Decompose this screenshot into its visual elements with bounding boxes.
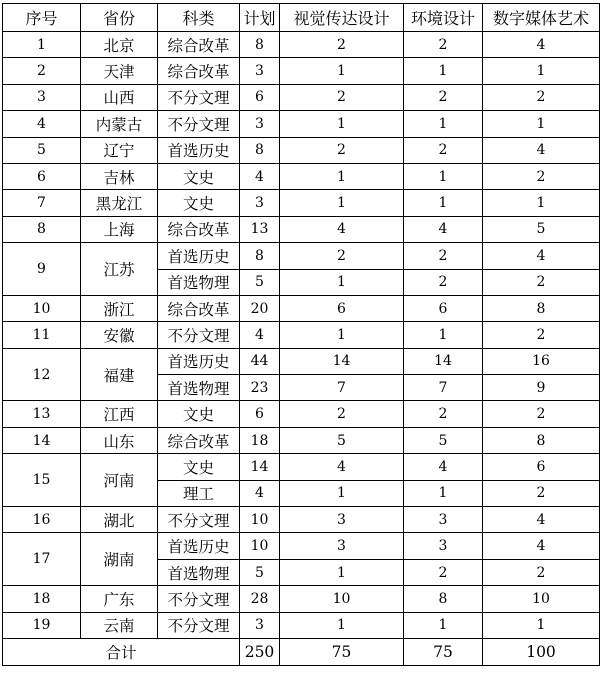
- visual-communication-cell: 1: [280, 612, 404, 638]
- table-row: [3, 58, 600, 84]
- table-row: [3, 427, 600, 453]
- visual-communication-cell: 1: [280, 163, 404, 189]
- digital-media-cell: 4: [483, 507, 600, 533]
- plan-count-cell: 6: [240, 84, 280, 110]
- row-number-cell: 7: [3, 190, 81, 216]
- plan-count-cell: 3: [240, 58, 280, 84]
- row-number-cell: 1: [3, 32, 81, 58]
- row-number-cell: 18: [3, 586, 81, 612]
- total-plan: 250: [240, 638, 280, 665]
- header-cell: 数字媒体艺术: [483, 4, 600, 32]
- province-cell: 黑龙江: [81, 190, 158, 216]
- province-cell: 湖南: [81, 533, 158, 586]
- plan-count-cell: 14: [240, 454, 280, 480]
- digital-media-cell: 5: [483, 216, 600, 242]
- table-row: [3, 401, 600, 427]
- digital-media-cell: 2: [483, 322, 600, 348]
- header-row: [3, 4, 600, 32]
- header-cell: 省份: [81, 4, 158, 32]
- plan-count-cell: 13: [240, 216, 280, 242]
- category-cell: 首选历史: [158, 533, 240, 559]
- plan-count-cell: 3: [240, 190, 280, 216]
- category-cell: 首选物理: [158, 269, 240, 295]
- plan-count-cell: 8: [240, 243, 280, 269]
- table-row: [3, 216, 600, 242]
- table-row: [3, 612, 600, 638]
- row-number-cell: 11: [3, 322, 81, 348]
- category-cell: 综合改革: [158, 295, 240, 321]
- header-cell: 环境设计: [404, 4, 483, 32]
- category-cell: 不分文理: [158, 84, 240, 110]
- plan-count-cell: 4: [240, 322, 280, 348]
- category-cell: 不分文理: [158, 586, 240, 612]
- environment-design-cell: 2: [404, 32, 483, 58]
- row-number-cell: 8: [3, 216, 81, 242]
- province-cell: 湖北: [81, 507, 158, 533]
- row-number-cell: 13: [3, 401, 81, 427]
- table-row: [3, 190, 600, 216]
- table-body: [3, 32, 600, 639]
- province-cell: 山东: [81, 427, 158, 453]
- digital-media-cell: 1: [483, 58, 600, 84]
- environment-design-cell: 6: [404, 295, 483, 321]
- digital-media-cell: 9: [483, 375, 600, 401]
- digital-media-cell: 1: [483, 190, 600, 216]
- province-cell: 广东: [81, 586, 158, 612]
- category-cell: 首选物理: [158, 375, 240, 401]
- plan-count-cell: 44: [240, 348, 280, 374]
- plan-count-cell: 28: [240, 586, 280, 612]
- visual-communication-cell: 1: [280, 190, 404, 216]
- visual-communication-cell: 2: [280, 32, 404, 58]
- total-visual-communication: 75: [280, 638, 404, 665]
- environment-design-cell: 3: [404, 533, 483, 559]
- visual-communication-cell: 3: [280, 507, 404, 533]
- row-number-cell: 9: [3, 243, 81, 296]
- environment-design-cell: 1: [404, 322, 483, 348]
- visual-communication-cell: 10: [280, 586, 404, 612]
- environment-design-cell: 3: [404, 507, 483, 533]
- province-cell: 北京: [81, 32, 158, 58]
- plan-count-cell: 23: [240, 375, 280, 401]
- digital-media-cell: 2: [483, 480, 600, 506]
- table-row: [3, 111, 600, 137]
- table-row: [3, 507, 600, 533]
- province-cell: 安徽: [81, 322, 158, 348]
- plan-count-cell: 4: [240, 163, 280, 189]
- table-row: [3, 348, 600, 374]
- digital-media-cell: 4: [483, 32, 600, 58]
- environment-design-cell: 1: [404, 612, 483, 638]
- province-cell: 山西: [81, 84, 158, 110]
- visual-communication-cell: 2: [280, 137, 404, 163]
- visual-communication-cell: 2: [280, 84, 404, 110]
- category-cell: 首选历史: [158, 137, 240, 163]
- category-cell: 首选历史: [158, 243, 240, 269]
- row-number-cell: 19: [3, 612, 81, 638]
- table-row: [3, 295, 600, 321]
- category-cell: 综合改革: [158, 32, 240, 58]
- row-number-cell: 10: [3, 295, 81, 321]
- row-number-cell: 5: [3, 137, 81, 163]
- table-row: [3, 586, 600, 612]
- environment-design-cell: 1: [404, 190, 483, 216]
- environment-design-cell: 1: [404, 58, 483, 84]
- province-cell: 云南: [81, 612, 158, 638]
- province-cell: 福建: [81, 348, 158, 401]
- province-cell: 辽宁: [81, 137, 158, 163]
- visual-communication-cell: 6: [280, 295, 404, 321]
- visual-communication-cell: 1: [280, 111, 404, 137]
- row-number-cell: 6: [3, 163, 81, 189]
- category-cell: 不分文理: [158, 111, 240, 137]
- plan-count-cell: 20: [240, 295, 280, 321]
- row-number-cell: 15: [3, 454, 81, 507]
- environment-design-cell: 4: [404, 216, 483, 242]
- header-cell: 科类: [158, 4, 240, 32]
- visual-communication-cell: 1: [280, 58, 404, 84]
- environment-design-cell: 2: [404, 401, 483, 427]
- environment-design-cell: 2: [404, 269, 483, 295]
- plan-count-cell: 10: [240, 507, 280, 533]
- digital-media-cell: 10: [483, 586, 600, 612]
- visual-communication-cell: 1: [280, 559, 404, 585]
- province-cell: 天津: [81, 58, 158, 84]
- row-number-cell: 4: [3, 111, 81, 137]
- category-cell: 不分文理: [158, 507, 240, 533]
- row-number-cell: 16: [3, 507, 81, 533]
- row-number-cell: 3: [3, 84, 81, 110]
- digital-media-cell: 2: [483, 269, 600, 295]
- table-row: [3, 32, 600, 58]
- category-cell: 首选物理: [158, 559, 240, 585]
- table-row: [3, 322, 600, 348]
- table-row: [3, 533, 600, 559]
- digital-media-cell: 8: [483, 295, 600, 321]
- total-environment-design: 75: [404, 638, 483, 665]
- environment-design-cell: 4: [404, 454, 483, 480]
- category-cell: 理工: [158, 480, 240, 506]
- visual-communication-cell: 2: [280, 243, 404, 269]
- plan-count-cell: 3: [240, 612, 280, 638]
- visual-communication-cell: 5: [280, 427, 404, 453]
- plan-count-cell: 4: [240, 480, 280, 506]
- digital-media-cell: 6: [483, 454, 600, 480]
- province-cell: 江苏: [81, 243, 158, 296]
- digital-media-cell: 4: [483, 137, 600, 163]
- digital-media-cell: 1: [483, 612, 600, 638]
- visual-communication-cell: 1: [280, 480, 404, 506]
- header-cell: 计划: [240, 4, 280, 32]
- environment-design-cell: 7: [404, 375, 483, 401]
- province-cell: 浙江: [81, 295, 158, 321]
- environment-design-cell: 1: [404, 111, 483, 137]
- table-row: [3, 163, 600, 189]
- plan-count-cell: 6: [240, 401, 280, 427]
- total-row: [3, 638, 600, 665]
- plan-count-cell: 8: [240, 32, 280, 58]
- category-cell: 首选历史: [158, 348, 240, 374]
- visual-communication-cell: 4: [280, 216, 404, 242]
- table-row: [3, 454, 600, 480]
- digital-media-cell: 2: [483, 559, 600, 585]
- digital-media-cell: 8: [483, 427, 600, 453]
- table-row: [3, 137, 600, 163]
- digital-media-cell: 4: [483, 243, 600, 269]
- environment-design-cell: 8: [404, 586, 483, 612]
- visual-communication-cell: 1: [280, 269, 404, 295]
- province-cell: 上海: [81, 216, 158, 242]
- category-cell: 综合改革: [158, 216, 240, 242]
- environment-design-cell: 2: [404, 137, 483, 163]
- category-cell: 文史: [158, 454, 240, 480]
- total-digital-media: 100: [483, 638, 600, 665]
- digital-media-cell: 2: [483, 401, 600, 427]
- environment-design-cell: 1: [404, 480, 483, 506]
- visual-communication-cell: 14: [280, 348, 404, 374]
- environment-design-cell: 2: [404, 84, 483, 110]
- enrollment-plan-table: [2, 3, 600, 666]
- visual-communication-cell: 2: [280, 401, 404, 427]
- category-cell: 文史: [158, 190, 240, 216]
- category-cell: 综合改革: [158, 58, 240, 84]
- digital-media-cell: 1: [483, 111, 600, 137]
- visual-communication-cell: 7: [280, 375, 404, 401]
- plan-count-cell: 3: [240, 111, 280, 137]
- environment-design-cell: 2: [404, 243, 483, 269]
- header-cell: 序号: [3, 4, 81, 32]
- row-number-cell: 2: [3, 58, 81, 84]
- plan-count-cell: 10: [240, 533, 280, 559]
- province-cell: 内蒙古: [81, 111, 158, 137]
- visual-communication-cell: 3: [280, 533, 404, 559]
- environment-design-cell: 5: [404, 427, 483, 453]
- environment-design-cell: 14: [404, 348, 483, 374]
- province-cell: 江西: [81, 401, 158, 427]
- digital-media-cell: 4: [483, 533, 600, 559]
- row-number-cell: 14: [3, 427, 81, 453]
- table-row: [3, 243, 600, 269]
- visual-communication-cell: 1: [280, 322, 404, 348]
- digital-media-cell: 2: [483, 163, 600, 189]
- total-label: 合计: [3, 638, 240, 665]
- environment-design-cell: 1: [404, 163, 483, 189]
- plan-count-cell: 18: [240, 427, 280, 453]
- category-cell: 综合改革: [158, 427, 240, 453]
- table-row: [3, 84, 600, 110]
- header-cell: 视觉传达设计: [280, 4, 404, 32]
- digital-media-cell: 16: [483, 348, 600, 374]
- category-cell: 文史: [158, 163, 240, 189]
- digital-media-cell: 2: [483, 84, 600, 110]
- plan-count-cell: 5: [240, 559, 280, 585]
- province-cell: 河南: [81, 454, 158, 507]
- row-number-cell: 12: [3, 348, 81, 401]
- category-cell: 文史: [158, 401, 240, 427]
- province-cell: 吉林: [81, 163, 158, 189]
- environment-design-cell: 2: [404, 559, 483, 585]
- category-cell: 不分文理: [158, 612, 240, 638]
- plan-count-cell: 5: [240, 269, 280, 295]
- category-cell: 不分文理: [158, 322, 240, 348]
- plan-count-cell: 8: [240, 137, 280, 163]
- visual-communication-cell: 4: [280, 454, 404, 480]
- row-number-cell: 17: [3, 533, 81, 586]
